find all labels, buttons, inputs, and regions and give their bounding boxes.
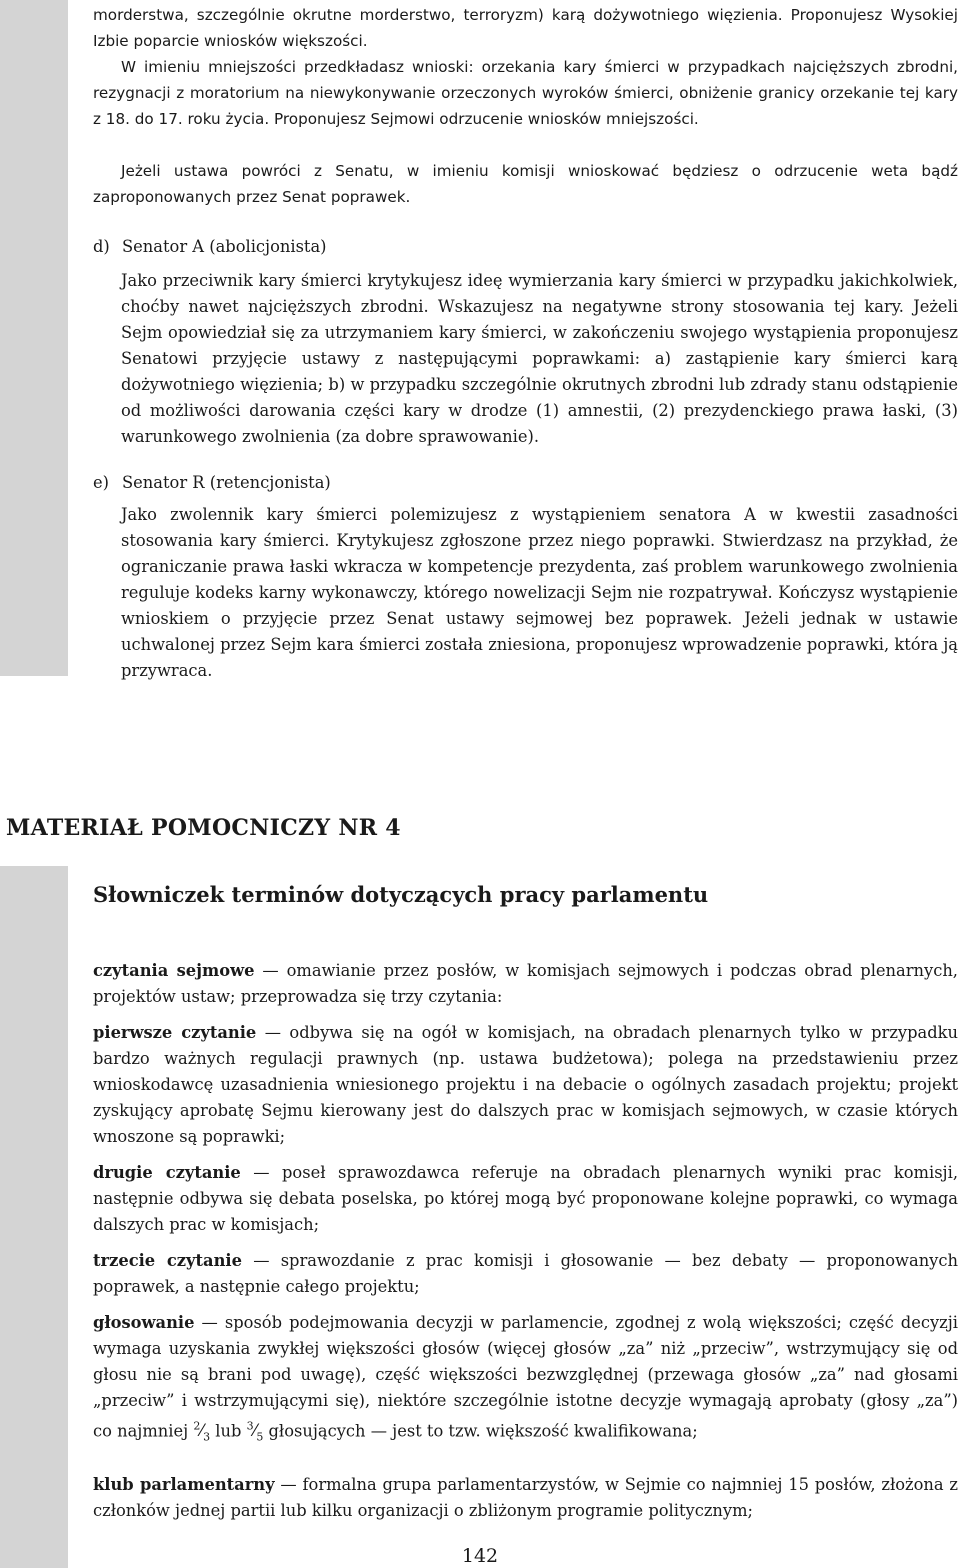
glossary-definition: — formalna grupa parlamentarzystów, w Sejmie co najmniej 15 posłów, złożona z członków jednej partii lub kilku organizacji o zbliżonym programie politycznym; xyxy=(93,1475,958,1520)
glossary-entry-pierwsze xyxy=(93,1020,958,1150)
glossary-entry-trzecie xyxy=(93,1248,958,1300)
glossary-term: klub parlamentarny xyxy=(93,1475,275,1494)
section-d-heading xyxy=(93,234,327,260)
fraction-three-fifths: $^3⁄_5$ xyxy=(246,1420,264,1444)
material-heading: MATERIAŁ POMOCNICZY NR 4 xyxy=(6,815,401,841)
section-e-label: e) xyxy=(93,473,109,492)
fraction-two-thirds: $^2⁄_3$ xyxy=(193,1420,211,1444)
section-e-body: Jako zwolennik kary śmierci polemizujesz z wystąpieniem senatora A w kwestii zasadności stosowania kary śmierci. Krytykujesz zgłoszone przez niego poprawki. Stwierdzasz na przykład, że ograniczanie prawa łaski wkracza w kompetencje prezydenta, zaś problem warunkowego zwolnienia reguluje kodeks karny wykonawczy, którego nowelizacji Sejm nie rozpatrywał. Kończysz wystąpienie wnioskiem o przyjęcie przez Senat ustawy sejmowej bez poprawek. Jeżeli jednak w ustawie uchwalonej przez Sejm kara śmierci została zniesiona, proponujesz wprowadzenie poprawki, która ją przywraca. xyxy=(121,505,958,680)
glossary-term: czytania sejmowe xyxy=(93,961,255,980)
glossary-entry-klub xyxy=(93,1472,958,1524)
glossary-definition: — poseł sprawozdawca referuje na obradach plenarnych wyniki prac komisji, następnie odbywa się debata poselska, po której mogą być proponowane kolejne poprawki, co wymaga dalszych prac w komisjach; xyxy=(93,1163,958,1234)
glossary-definition: — omawianie przez posłów, w komisjach sejmowych i podczas obrad plenarnych, projektów ustaw; przeprowadza się trzy czytania: xyxy=(93,961,958,1006)
glossary-definition: — sposób podejmowania decyzji w parlamencie, zgodnej z wolą większości; część decyzji wymaga uzyskania zwykłej większości głosów (więcej głosów „za” niż „przeciw”, wstrzymujący się od głosu nie są brani pod uwagę), część większości bezwzględnej (przewaga głosów „za” nad głosami „przeciw” i wstrzymującymi się), niektóre szczególnie istotne decyzje wymagają aprobaty (głosy „za”) co najmniej xyxy=(93,1313,958,1441)
glossary-definition: — sprawozdanie z prac komisji i głosowanie — bez debaty — proponowanych poprawek, a następnie całego projektu; xyxy=(93,1251,958,1296)
glossary-heading: Słowniczek terminów dotyczących pracy parlamentu xyxy=(93,882,709,907)
glossary-entry-glosowanie: głosowanie — sposób podejmowania decyzji w parlamencie, zgodnej z wolą większości; część decyzji wymaga uzyskania zwykłej większości głosów (więcej głosów „za” niż „przeciw”, wstrzymujący się od głosu nie są brani pod uwagę), część większości bezwzględnej (przewaga głosów „za” nad głosami „przeciw” i wstrzymującymi się), niektóre szczególnie istotne decyzje wymagają aprobaty (głosy „za”) co najmniej $^2⁄_3$ lub $^3⁄_5$ głosujących — jest to tzw. większość kwalifikowana; xyxy=(93,1313,958,1444)
paragraph-minority-motions: W imieniu mniejszości przedkładasz wnioski: orzekania kary śmierci w przypadkach najcięższych zbrodni, rezygnacji z moratorium na niewykonywanie orzeczonych wyroków śmierci, obniżenie granicy orzekanie tej kary z 18. do 17. roku życia. Proponujesz Sejmowi odrzucenie wniosków mniejszości. xyxy=(93,58,958,128)
page-number: 142 xyxy=(461,1545,499,1567)
section-d-body: Jako przeciwnik kary śmierci krytykujesz ideę wymierzania kary śmierci w przypadku jakichkolwiek, choćby nawet najcięższych zbrodni. Wskazujesz na negatywne strony stosowania tej kary. Jeżeli Sejm opowiedział się za utrzymaniem kary śmierci, w zakończeniu swojego wystąpienia proponujesz Senatowi przyjęcie ustawy z następującymi poprawkami: a) zastąpienie kary śmierci karą dożywotniego więzienia; b) w przypadku szczególnie okrutnych zbrodni lub zdrady stanu odstąpienie od możliwości darowania części kary w drodze (1) amnestii, (2) prezydenckiego prawa łaski, (3) warunkowego zwolnienia (za dobre sprawowanie). xyxy=(121,271,958,446)
paragraph-senate-return: Jeżeli ustawa powróci z Senatu, w imieniu komisji wnioskować będziesz o odrzucenie weta bądź zaproponowanych przez Senat poprawek. xyxy=(93,162,958,206)
section-e-heading xyxy=(93,470,331,496)
section-e-title: Senator R (retencjonista) xyxy=(122,473,331,492)
section-d-label: d) xyxy=(93,237,110,256)
section-d-title: Senator A (abolicjonista) xyxy=(122,237,327,256)
glossary-entry-czytania xyxy=(93,958,958,1010)
glossary-definition: — odbywa się na ogół w komisjach, na obradach plenarnych tylko w przypadku bardzo ważnych regulacji prawnych (np. ustawa budżetowa); polega na przedstawieniu przez wnioskodawcę uzasadnienia wniesionego projektu i na debacie o ogólnych zasadach projektu; projekt zyskujący aprobatę Sejmu kierowany jest do dalszych prac w komisjach sejmowych, w czasie których wnoszone są poprawki; xyxy=(93,1023,959,1146)
glossary-term: głosowanie xyxy=(93,1313,195,1332)
glossary-entry-drugie xyxy=(93,1160,958,1238)
glossary-term: pierwsze czytanie xyxy=(93,1023,257,1042)
glossary-term: drugie czytanie xyxy=(93,1163,241,1182)
margin-bar-top xyxy=(0,0,68,676)
margin-bar-bottom xyxy=(0,866,68,1568)
paragraph-majority-conclusion: morderstwa, szczególnie okrutne morderstwo, terroryzm) karą dożywotniego więzienia. Proponujesz Wysokiej Izbie poparcie wniosków większości. xyxy=(93,6,958,50)
glossary-term: trzecie czytanie xyxy=(93,1251,242,1270)
